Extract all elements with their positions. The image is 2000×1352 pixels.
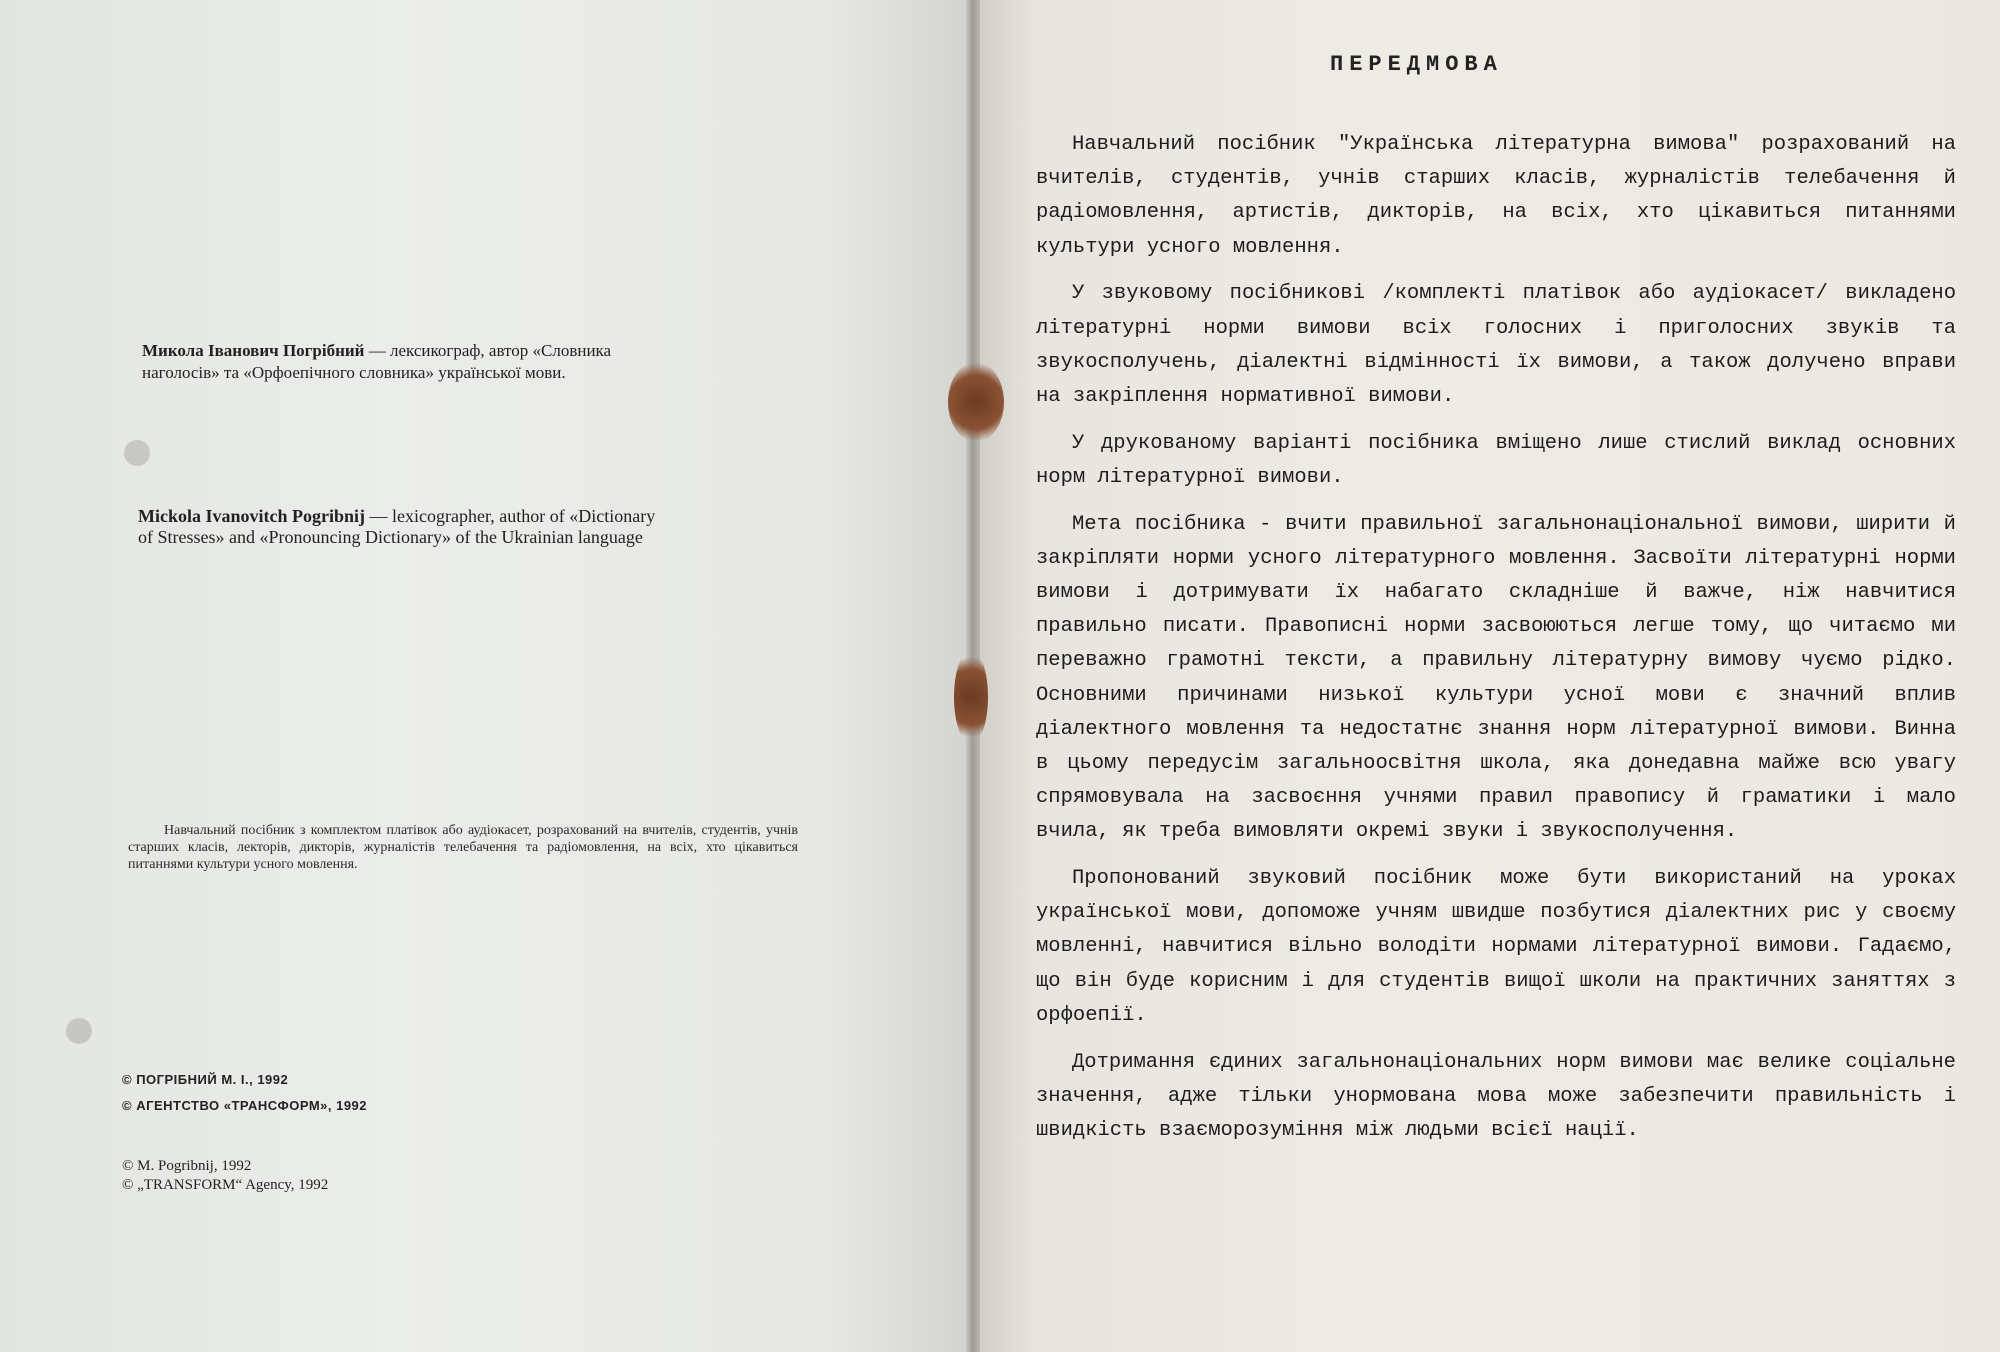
preface-body [1036,128,1956,1161]
rust-staple-top [948,362,1004,442]
preface-paragraph: Мета посібника - вчити правильної загальнонаціональної вимови, ширити й закріпляти норми усного літературного мовлення. Засвоїти літературні норми вимови і дотримувати їх набагато складніше й важче, ніж навчитися правильно писати. Правописні норми засвоюються легше тому, що читаємо ми переважно грамотні тексти, а правильну літературну вимову чуємо рідко. Основними причинами низької культури усної мови є значний вплив діалектного мовлення та недостатнє знання норм літературної вимови. Винна в цьому передусім загальноосвітня школа, яка донедавна майже всю увагу спрямовувала на засвоєння учнями правил правопису й граматики і мало вчила, як треба вимовляти окремі звуки і звукосполучення. [1036,512,1956,844]
left-page [0,0,972,1352]
author-name-ukrainian: Микола Іванович Погрібний [142,341,365,360]
paper-stain [124,440,150,466]
preface-paragraph: Пропонований звуковий посібник може бути використаний на уроках української мови, допоможе учням швидше позбутися діалектних рис у своєму мовленні, навчитися вільно володіти нормами літературної вимови. Гадаємо, що він буде корисним і для студентів вищої школи на практичних заняттях з орфоепії. [1036,867,1956,1027]
author-name-english: Mickola Ivanovitch Pogribnij [138,506,366,526]
author-bio-ukrainian [142,340,662,384]
copyright-agency-ukrainian: © АГЕНТСТВО «ТРАНСФОРМ», 1992 [122,1098,368,1113]
author-bio-english [138,506,658,548]
copyright-author-english: © M. Pogribnij, 1992 [122,1158,252,1174]
preface-paragraph: Дотримання єдиних загальнонаціональних норм вимови має велике соціальне значення, адже тільки унормована мова може забезпечити правильність і швидкість взаєморозуміння між людьми всієї нації. [1036,1050,1956,1142]
preface-paragraph: Навчальний посібник "Українська літературна вимова" розрахований на вчителів, студентів, учнів старших класів, журналістів телебачення й радіомовлення, артистів, дикторів, на всіх, хто цікавиться питаннями культури усного мовлення. [1036,133,1956,259]
copyright-agency-english: © „TRANSFORM“ Agency, 1992 [122,1177,329,1193]
rust-staple-bottom [954,650,988,744]
paper-stain [66,1018,92,1044]
book-annotation: Навчальний посібник з комплектом платівок або аудіокасет, розрахований на вчителів, студентів, учнів старших класів, лекторів, дикторів, журналістів телебачення та радіомовлення, на всіх, хто цікавиться питаннями культури усного мовлення. [128,823,798,872]
preface-paragraph: У друкованому варіанті посібника вміщено лише стислий виклад основних норм літературної вимови. [1036,431,1956,489]
page-title: ПЕРЕДМОВА [1330,52,1503,77]
preface-paragraph: У звуковому посібникові /комплекті платівок або аудіокасет/ викладено літературні норми вимови всіх голосних і приголосних звуків та звукосполучень, діалектні відмінності їх вимови, а також долучено вправи на закріплення нормативної вимови. [1036,282,1956,408]
author-description-ukrainian: — лексикограф, автор «Словника наголосів» та «Орфоепічного словника» української мови. [142,341,612,382]
copyright-author-ukrainian: © ПОГРІБНИЙ М. І., 1992 [122,1072,289,1087]
author-description-english: — lexicographer, author of «Dictionary of Stresses» and «Pronouncing Dictionary» of the Ukrainian language [138,506,656,547]
